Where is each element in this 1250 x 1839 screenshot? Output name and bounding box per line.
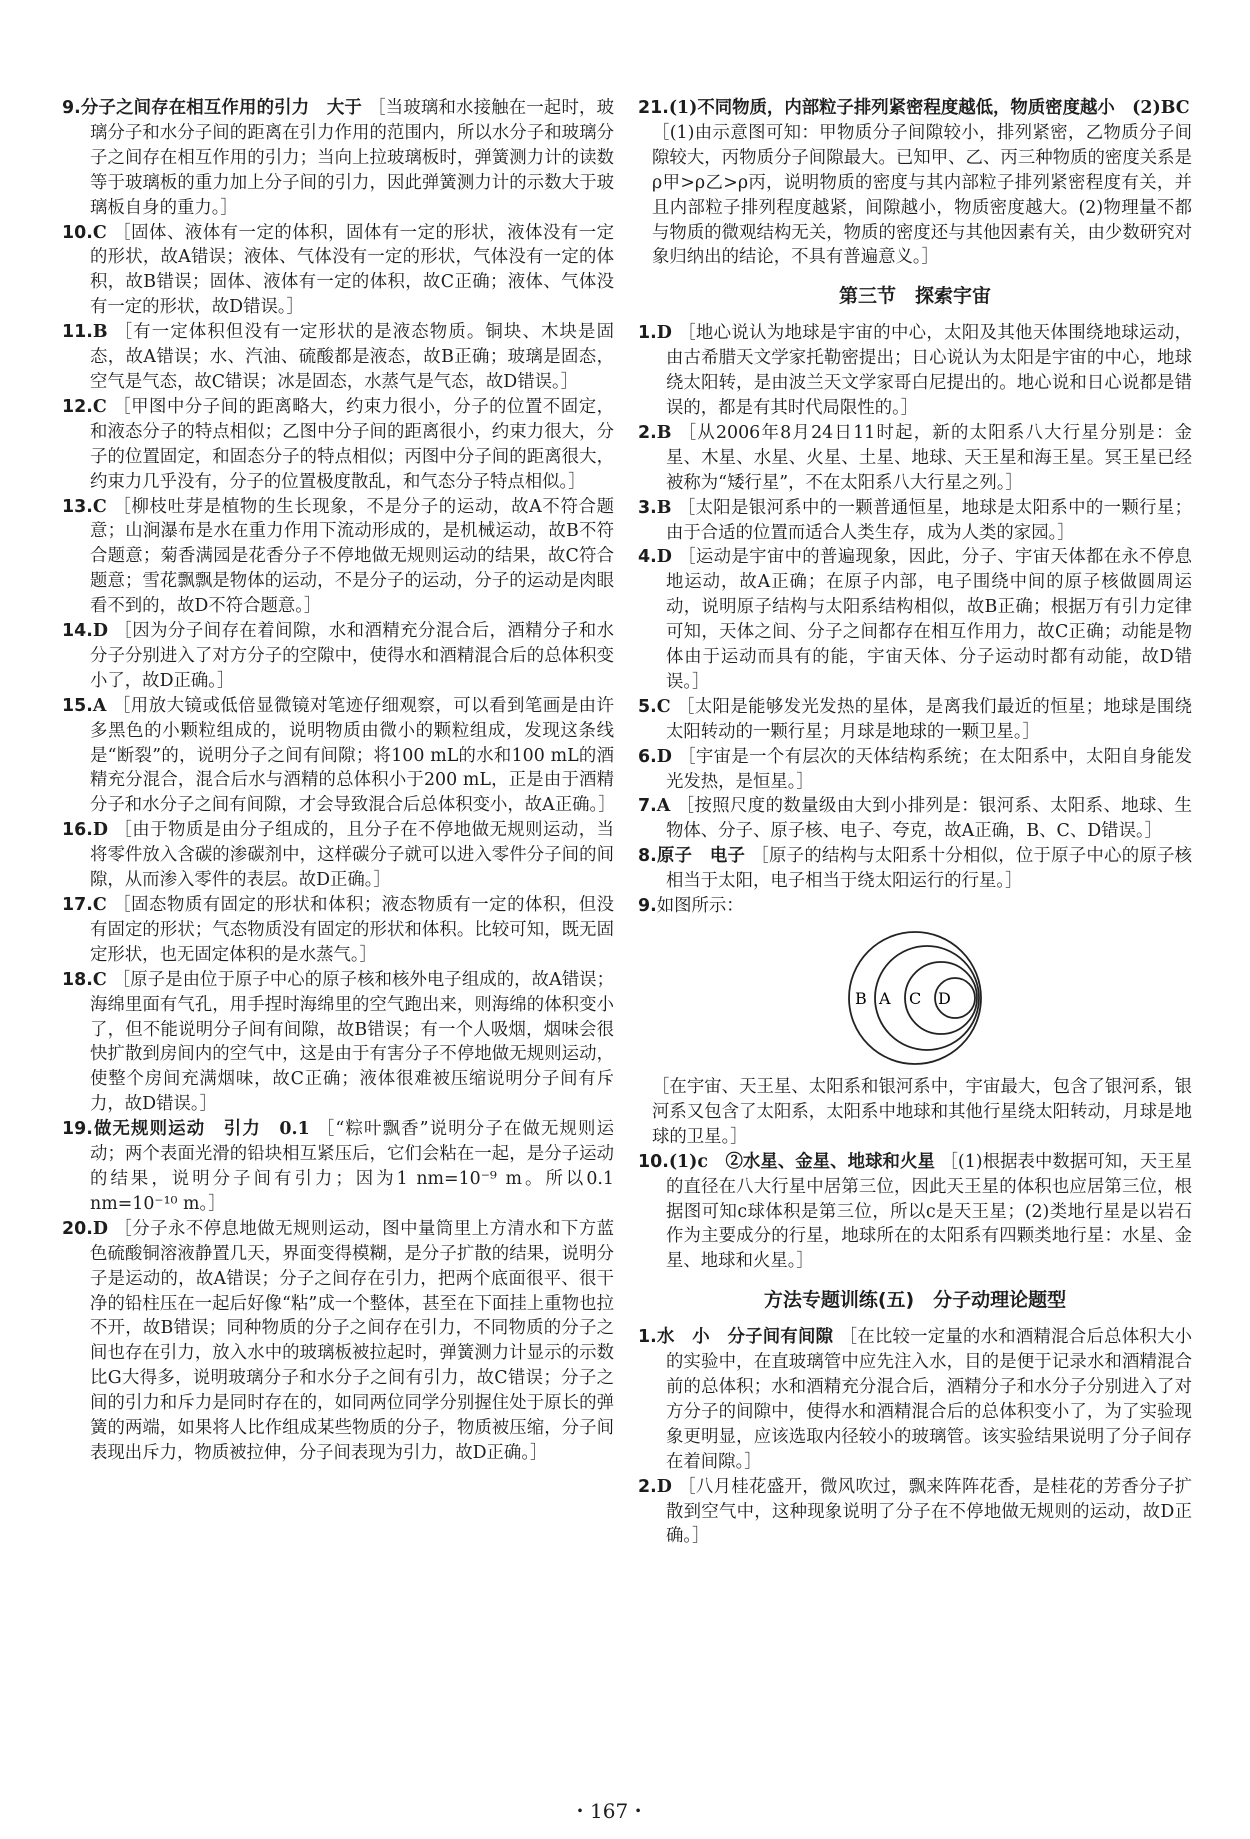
item-explanation: ［有一定体积但没有一定形状的是液态物质。铜块、木块是固态，故A错误；水、汽油、硫酸都是液态，故B正确；玻璃是固态，空气是气态，故C错误；冰是固态，水蒸气是气态，故D错误。］ bbox=[90, 322, 614, 392]
item-number: 20. bbox=[62, 1218, 93, 1239]
item-number: 10. bbox=[62, 222, 93, 243]
answer-item-s3-5 bbox=[638, 695, 1192, 745]
answer-item-left-4 bbox=[62, 395, 614, 495]
item-answer: D bbox=[92, 621, 115, 642]
item-answer: C bbox=[92, 222, 114, 243]
item-answer: A bbox=[92, 695, 113, 716]
item-number: 7. bbox=[638, 796, 657, 817]
item-number: 18. bbox=[62, 969, 93, 990]
item-explanation: ［分子永不停息地做无规则运动，图中量筒里上方清水和下方蓝色硫酸铜溶液静置几天，界面变得模糊，是分子扩散的结果，说明分子是运动的，故A错误；分子之间存在引力，把两个底面很平、很干净的铅柱压在一起后好像“粘”成一个整体，甚至在下面挂上重物也拉不开，故B错误；同种物质的分子之间存在引力，不同物质的分子之间也存在引力，放入水中的玻璃板被拉起时，弹簧测力计显示的示数比G大得多，说明玻璃分子和水分子之间有引力，故C错误；分子之间的引力和斥力是同时存在的，如同两位同学分别握住处于原长的弹簧的两端，如果将人比作组成某些物质的分子，物质被压缩，分子间表现出斥力，物质被拉伸，分子间表现为引力，故D正确。］ bbox=[90, 1218, 614, 1463]
item-explanation: ［因为分子间存在着间隙，水和酒精充分混合后，酒精分子和水分子分别进入了对方分子的空隙中，使得水和酒精混合后的总体积变小了，故D正确。］ bbox=[90, 621, 614, 691]
item-explanation: ［太阳是能够发光发热的星体，是离我们最近的恒星；地球是围绕太阳转动的一颗行星；月球是地球的一颗卫星。］ bbox=[666, 696, 1192, 742]
item-answer: D bbox=[656, 746, 679, 767]
label-a: A bbox=[879, 989, 891, 1008]
item-explanation: ［地心说认为地球是宇宙的中心，太阳及其他天体围绕地球运动，由古希腊天文学家托勒密提出；日心说认为太阳是宇宙的中心，地球绕太阳转，是由波兰天文学家哥白尼提出的。地心说和日心说都是错误的，都是有其时代局限性的。］ bbox=[666, 323, 1192, 418]
item-number: 17. bbox=[62, 895, 93, 915]
answer-item-s3-7 bbox=[638, 794, 1192, 844]
item-number: 8. bbox=[638, 846, 657, 867]
item-answer: B bbox=[656, 497, 678, 518]
item-number: 19. bbox=[62, 1119, 93, 1140]
item-answer: C bbox=[92, 895, 114, 915]
item-answer: 分子之间存在相互作用的引力 大于 bbox=[80, 98, 369, 118]
item-number: 15. bbox=[62, 695, 93, 716]
answer-item-left-5 bbox=[62, 495, 614, 620]
item-number: 14. bbox=[62, 621, 93, 642]
item-number: 16. bbox=[62, 820, 93, 841]
item-explanation: ［由于物质是由分子组成的，且分子在不停地做无规则运动，当将零件放入含碳的渗碳剂中，这样碳分子就可以进入零件分子间的间隙，从而渗入零件的表层。故D正确。］ bbox=[90, 820, 614, 891]
answer-item-left-1 bbox=[62, 96, 614, 221]
item-number: 6. bbox=[638, 746, 657, 767]
answer-item-left-6 bbox=[62, 619, 614, 694]
item-answer: D bbox=[656, 547, 679, 568]
answer-item-s3-10: 10.(1)c ②水星、金星、地球和火星 ［(1)根据表中数据可知，天王星的直径在八大行星中居第三位，因此天王星的体积也应居第三位，根据图可知c球体积是第三位，所以c是天王星；(2)类地行星是以岩石作为主要成分的行星，地球所在的太阳系有四颗类地行星：水星、金星、地球和火星。］ bbox=[638, 1151, 1192, 1272]
item-answer: C bbox=[656, 696, 677, 717]
item-number: 4. bbox=[638, 547, 657, 568]
item-answer: 水 小 分子间有间隙 bbox=[656, 1327, 840, 1348]
item-explanation: ［柳枝吐芽是植物的生长现象，不是分子的运动，故A不符合题意；山涧瀑布是水在重力作用下流动形成的，是机械运动，故B不符合题意；菊香满园是花香分子不停地做无规则运动的结果，故C符合题意；雪花飘飘是物体的运动，不是分子的运动，分子的运动是肉眼看不到的，故D不符合题意。］ bbox=[90, 496, 615, 617]
item-number: 11. bbox=[62, 322, 93, 343]
page-number: ・167・ bbox=[570, 1799, 649, 1823]
item-explanation: ［太阳是银河系中的一颗普通恒星，地球是太阳系中的一颗行星；由于合适的位置而适合人类生存，成为人类的家园。］ bbox=[666, 497, 1192, 543]
item-explanation: ［固体、液体有一定的体积，固体有一定的形状，液体没有一定的形状，故A错误；液体、气体没有一定的形状，气体没有一定的体积，故B错误；固体、液体有一定的体积，故C正确；液体、气体没有一定的形状，故D错误。］ bbox=[90, 222, 614, 318]
item-explanation: ［在比较一定量的水和酒精混合后总体积大小的实验中，在直玻璃管中应先注入水，目的是便于记录水和酒精混合前的总体积；水和酒精充分混合后，酒精分子和水分子分别进入了对方分子的间隙中，使得水和酒精混合后的总体积变小了，为了实验现象更明显，应该选取内径较小的玻璃管。该实验结果说明了分子间存在着间隙。］ bbox=[666, 1327, 1192, 1472]
item-number: 9. bbox=[62, 98, 81, 118]
item-explanation: ［用放大镜或低倍显微镜对笔迹仔细观察，可以看到笔画是由许多黑色的小颗粒组成的，说明物质由微小的颗粒组成，发现这条线是“断裂”的，说明分子之间有间隙；将100 mL的水和100 mL的酒精充分混合，混合后水与酒精的总体积小于200 mL，正是由于酒精分子和水分子之间有间隙，才会导致混合后总体积变小，故A正确。］ bbox=[90, 695, 616, 816]
item-explanation: ［原子是由位于原子中心的原子核和核外电子组成的，故A错误；海绵里面有气孔，用手捏时海绵里的空气跑出来，则海绵的体积变小了，但不能说明分子间有间隙，故B错误；有一个人吸烟，烟味会很快扩散到房间内的空气中，这是由于有害分子不停地做无规则运动，使整个房间充满烟味，故C正确；液体很难被压缩说明分子间有斥力，故D错误。］ bbox=[90, 969, 615, 1115]
label-b: B bbox=[855, 989, 867, 1008]
section-title-method-training: 方法专题训练(五) 分子动理论题型 bbox=[763, 1289, 1067, 1312]
item-explanation: ［从2006年8月24日11时起，新的太阳系八大行星分别是：金星、木星、水星、火星、土星、地球、天王星和海王星。冥王星已经被称为“矮行星”，不在太阳系八大行星之列。］ bbox=[666, 422, 1192, 493]
label-c: C bbox=[909, 989, 922, 1008]
item-answer: C bbox=[92, 396, 114, 417]
item-explanation: ［“粽叶飘香”说明分子在做无规则运动；两个表面光滑的铅块相互紧压后，它们会粘在一起，是分子运动的结果，说明分子间有引力；因为1 nm=10⁻⁹ m。所以0.1 nm=10⁻¹⁰ m。］ bbox=[90, 1119, 614, 1214]
answer-item-left-7 bbox=[62, 694, 614, 819]
item-answer: D bbox=[92, 1218, 115, 1239]
item-answer: 做无规则运动 引力 0.1 bbox=[92, 1119, 317, 1140]
item-number: 2. bbox=[638, 1476, 657, 1497]
item-explanation: ［八月桂花盛开，微风吹过，飘来阵阵花香，是桂花的芳香分子扩散到空气中，这种现象说明了分子在不停地做无规则的运动，故D正确。］ bbox=[666, 1476, 1192, 1547]
nested-circles-diagram bbox=[845, 923, 985, 1073]
item-answer: D bbox=[656, 1476, 679, 1497]
item-number: 1. bbox=[638, 323, 657, 344]
item-answer: D bbox=[92, 820, 115, 841]
answer-item-left-12 bbox=[62, 1217, 614, 1466]
answer-item-m-1 bbox=[638, 1325, 1192, 1474]
answer-item-s3-1 bbox=[638, 321, 1192, 421]
item-number: 5. bbox=[638, 696, 657, 717]
item-number: 2. bbox=[638, 422, 657, 443]
method-list bbox=[638, 1325, 1192, 1549]
item-answer: B bbox=[92, 322, 115, 343]
nested-circles-figure bbox=[638, 923, 1192, 1073]
item-number: 13. bbox=[62, 496, 93, 517]
item-explanation: ［宇宙是一个有层次的天体结构系统；在太阳系中，太阳自身能发光发热，是恒星。］ bbox=[666, 746, 1192, 792]
item-answer: D bbox=[656, 323, 679, 344]
item-answer: 原子 电子 bbox=[656, 846, 752, 867]
answer-item-s3-9: 9.如图所示： bbox=[638, 896, 744, 917]
item-answer: C bbox=[92, 969, 113, 990]
answer-item-21: 21.(1)不同物质，内部粒子排列紧密程度越低，物质密度越小 (2)BC bbox=[638, 98, 1190, 118]
label-d: D bbox=[938, 989, 951, 1008]
answer-item-s3-3 bbox=[638, 496, 1192, 546]
section3-list bbox=[638, 321, 1192, 894]
item-explanation: ［运动是宇宙中的普遍现象，因此，分子、宇宙天体都在永不停息地运动，故A正确；在原子内部，电子围绕中间的原子核做圆周运动，说明原子结构与太阳系结构相似，故B正确；根据万有引力定律可知，天体之间、分子之间都存在相互作用力，故C正确；动能是物体由于运动而具有的能，宇宙天体、分子运动时都有动能，故D错误。］ bbox=[666, 547, 1192, 692]
item-explanation: ［当玻璃和水接触在一起时，玻璃分子和水分子间的距离在引力作用的范围内，所以水分子和玻璃分子之间存在相互作用的引力；当向上拉玻璃板时，弹簧测力计的读数等于玻璃板的重力加上分子间的引力，因此弹簧测力计的示数大于玻璃板自身的重力。］ bbox=[90, 98, 614, 218]
explanation-21: ［(1)由示意图可知：甲物质分子间隙较小，排列紧密，乙物质分子间隙较大，丙物质分子间隙最大。已知甲、乙、丙三种物质的密度关系是ρ甲>ρ乙>ρ丙，说明物质的密度与其内部粒子排列紧密程度有关，并且内部粒子排列程度越紧，间隙越小，物质密度越大。(2)物理量不都与物质的微观结构无关，物质的密度还与其他因素有关，由少数研究对象归纳出的结论，不具有普遍意义。］ bbox=[652, 122, 1192, 268]
item-answer: A bbox=[656, 796, 677, 817]
item-number: 1. bbox=[638, 1327, 657, 1348]
circle-a bbox=[875, 946, 979, 1050]
explanation-s3-9: ［在宇宙、天王星、太阳系和银河系中，宇宙最大，包含了银河系，银河系又包含了太阳系，太阳系中地球和其他行星绕太阳转动，月球是地球的卫星。］ bbox=[652, 1077, 1192, 1147]
item-number: 12. bbox=[62, 396, 93, 417]
left-column bbox=[62, 96, 614, 1466]
item-explanation: ［甲图中分子间的距离略大，约束力很小，分子的位置不固定，和液态分子的特点相似；乙图中分子间的距离很小，约束力很大，分子的位置固定，和固态分子的特点相似；丙图中分子间的距离很大，约束力几乎没有，分子的位置极度散乱，和气态分子特点相似。］ bbox=[90, 396, 614, 492]
answer-item-s3-8 bbox=[638, 844, 1192, 894]
answer-item-left-2 bbox=[62, 221, 614, 321]
answer-item-left-8 bbox=[62, 818, 614, 893]
answer-item-s3-6 bbox=[638, 745, 1192, 795]
answer-item-s3-4 bbox=[638, 545, 1192, 694]
answer-item-left-9 bbox=[62, 893, 614, 968]
answer-item-left-11 bbox=[62, 1117, 614, 1217]
item-explanation: ［原子的结构与太阳系十分相似，位于原子中心的原子核相当于太阳，电子相当于绕太阳运行的行星。］ bbox=[666, 846, 1192, 892]
answer-item-left-3 bbox=[62, 320, 614, 395]
section-title-explore-universe: 第三节 探索宇宙 bbox=[838, 285, 991, 308]
right-column bbox=[638, 96, 1192, 1549]
item-answer: B bbox=[656, 422, 679, 443]
item-explanation: ［按照尺度的数量级由大到小排列是：银河系、太阳系、地球、生物体、分子、原子核、电子、夸克，故A正确，B、C、D错误。］ bbox=[666, 796, 1192, 842]
answer-item-m-2 bbox=[638, 1475, 1192, 1550]
answer-item-left-10 bbox=[62, 968, 614, 1117]
item-number: 3. bbox=[638, 497, 657, 518]
item-explanation: ［固态物质有固定的形状和体积；液态物质有一定的体积，但没有固定的形状；气态物质没有固定的形状和体积。比较可知，既无固定形状，也无固定体积的是水蒸气。］ bbox=[90, 895, 614, 965]
answer-item-s3-2 bbox=[638, 421, 1192, 496]
item-answer: C bbox=[92, 496, 114, 517]
